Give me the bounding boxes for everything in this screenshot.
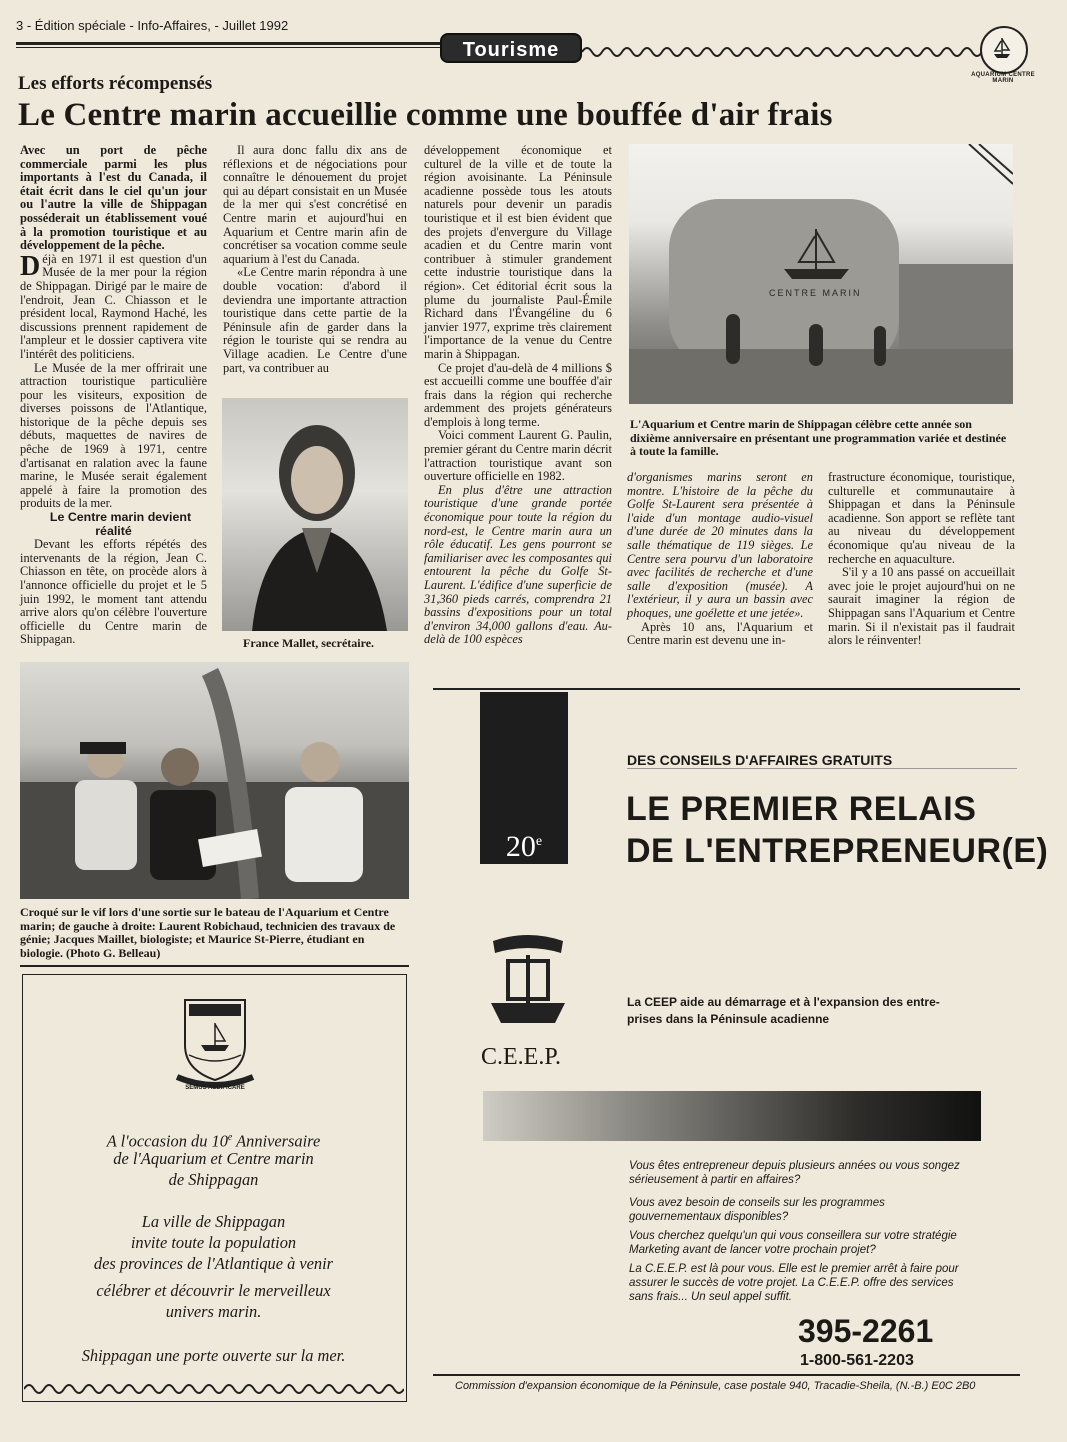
ad-line-4: La ville de Shippagan <box>141 1212 286 1231</box>
ceep-question-1: Vous êtes entrepreneur depuis plusieurs années ou vous songez sérieusement à partir en affaires? <box>629 1160 960 1186</box>
ad-line-5: invite toute la population <box>130 1233 297 1252</box>
aquarium-building-illustration <box>629 144 1013 404</box>
ceep-tollfree: 1-800-561-2203 <box>800 1352 914 1369</box>
ceep-question-3: Vous cherchez quelqu'un qui vous conseillera sur votre stratégie Marketing avant de lancer votre prochain projet? <box>629 1230 957 1256</box>
portrait-caption: France Mallet, secrétaire. <box>243 636 375 650</box>
ad-line-7: célébrer et découvrir le merveilleux <box>96 1281 331 1300</box>
drop-cap: D <box>20 250 41 282</box>
ceep-footer: Commission d'expansion économique de la Péninsule, case postale 940, Tracadie-Sheila, (N.-B.) E0C 2B0 <box>455 1380 976 1392</box>
ad-line-1: A l'occasion du 10 <box>106 1131 228 1151</box>
article-quote: d'organismes marins seront en montre. L'histoire de la pêche du Golfe St-Laurent sera présentée à l'aide d'un montage audio-visuel d'une durée de 20 minutes dans la salle thématique de 119 sièges. Le Centre sera pourvu d'un laboratoire avec facilités de recherche et d'une salle d'exposition (musée). A l'extérieur, il y aura un bassin avec phoques, une goélette et une jetée». <box>627 470 813 620</box>
article-lead: Avec un port de pêche commerciale parmi les plus importants à l'est du Canada, il était écrit dans le ciel qu'un jour ou l'autre la ville de Shippagan posséderait un établissement voué à la promotion touristique et au développement de la pêche. <box>20 143 207 253</box>
section-banner: Tourisme <box>440 33 582 63</box>
building-photo <box>629 144 1013 404</box>
ad-line-1b: Anniversaire <box>232 1131 321 1151</box>
article-kicker: Les efforts récompensés <box>18 73 213 94</box>
article-paragraph: «Le Centre marin répondra à une double vocation: d'abord il deviendra une importante attraction touristique dans cette partie de la Péninsule afin de garder dans la région le touriste qui se rendra au Village acadien. Le Centre d'une part, va contribuer au <box>223 265 407 375</box>
article-column-5 <box>828 471 1015 648</box>
ceep-tagline-rule <box>627 768 1017 769</box>
ceep-answer: La C.E.E.P. est là pour vous. Elle est le premier arrêt à faire pour assurer le succès de votre projet. La C.E.E.P. offre des services sans frais... Un seul appel suffit. <box>629 1263 959 1303</box>
header-rule <box>16 42 441 45</box>
article-paragraph: Après 10 ans, l'Aquarium et Centre marin est devenu une in- <box>627 619 813 648</box>
ad-line-2: de l'Aquarium et Centre marin <box>113 1149 314 1168</box>
ceep-question-2: Vous avez besoin de conseils sur les programmes gouvernementaux disponibles? <box>629 1197 885 1223</box>
article-column-4 <box>627 471 813 648</box>
ship-icon <box>982 28 1022 68</box>
article-paragraph: Devant les efforts répétés des intervenants de la région, Jean C. Chiasson en tête, on procède alors à l'annonce officielle du projet et le 5 juin 1992, le moment tant attendu arrive alors qu'on célèbre l'ouverture officielle du Centre marin de Shippagan. <box>20 537 207 647</box>
ad-line-9: Shippagan une porte ouverte sur la mer. <box>81 1346 346 1365</box>
badge-sup: e <box>535 834 543 849</box>
article-paragraph: Le Musée de la mer offrirait une attraction touristique particulière pour les visiteurs, exposition de diverses poissons de l'Atlantique, historique de la pêche depuis ses débuts, maquettes de navires de pêche de 1969 à 1971, centre d'artisanat en ralation avec la faune marine, le Musée serait également appelé à faire la promotion des produits de la mer. <box>20 360 207 511</box>
building-caption: L'Aquarium et Centre marin de Shippagan célèbre cette année son dixième anniversaire en présentant une programmation variée et destinée à toute la famille. <box>630 417 1007 459</box>
ceep-brand: C.E.E.P. <box>481 1044 562 1070</box>
section-divider <box>20 965 409 967</box>
ceep-tagline: DES CONSEILS D'AFFAIRES GRATUITS <box>627 752 893 768</box>
wavy-rule <box>582 38 982 62</box>
header-rule-thin <box>16 47 441 48</box>
dateline: 3 - Édition spéciale - Info-Affaires, - Juillet 1992 <box>16 18 289 33</box>
article-column-3 <box>424 144 612 647</box>
shippagan-crest-icon <box>175 995 255 1090</box>
article-paragraph: Ce projet d'au-delà de 4 millions $ est accueilli comme une bouffée d'air frais dans la région qui recherche ardemment des projets générateurs d'emplois à long terme. <box>424 360 612 429</box>
ceep-gradient-bar <box>483 1091 981 1141</box>
ad-line-sup: e <box>227 1132 233 1143</box>
people-on-boat-illustration <box>20 662 409 899</box>
article-paragraph: éjà en 1971 il est question d'un Musée de la mer pour la région de Shippagan. Dirigé par le maire de l'endroit, Jean C. Chiasson et le président local, Raymond Haché, les discussions prennent rapidement de l'ampleur et le dossier captivera vite l'intérêt des politiciens. <box>20 251 207 361</box>
crest-motto: SEMUS AEDIFICARE <box>185 1085 245 1091</box>
ceep-footer-rule <box>433 1374 1020 1376</box>
building-sign: CENTRE MARIN <box>769 288 862 298</box>
woman-silhouette-icon <box>222 398 408 631</box>
aquarium-logo-text: AQUARIUM CENTRE MARIN <box>971 72 1035 84</box>
ceep-title-1: LE PREMIER RELAIS <box>626 790 977 828</box>
section-divider <box>433 688 1020 690</box>
boat-caption: Croqué sur le vif lors d'une sortie sur le bateau de l'Aquarium et Centre marin; de gauche à droite: Laurent Robichaud, technicien des travaux de génie; Jacques Maillet, biologiste; et Maurice St-Pierre, étudiant en biologie. (Photo G. Belleau) <box>20 905 396 960</box>
ceep-title-2: DE L'ENTREPRENEUR(E) <box>626 832 1049 870</box>
ceep-ship-logo-icon <box>483 933 573 1033</box>
aquarium-logo <box>980 26 1028 74</box>
article-paragraph: Il aura donc fallu dix ans de réflexions et de négociations pour connaître le dénouement du projet qui au départ consistait en un Musée de la mer qui s'est concrétisé en Centre marin et aujourd'hui en Aquarium et Centre marin afin de concrétiser sa vocation comme seule aquarium à l'est du Canada. <box>223 143 407 266</box>
ceep-phone: 395-2261 <box>798 1313 934 1349</box>
article-paragraph: Voici comment Laurent G. Paulin, premier gérant du Centre marin décrit l'attraction touristique avant son ouverture officielle en 1982. <box>424 428 612 484</box>
article-paragraph: S'il y a 10 ans passé on accueillait avec joie le projet aujourd'hui on ne saurait imaginer la région de Shippagan sans l'Aquarium et Centre marin. Si il n'existait pas il faudrait alors le réinventer! <box>828 565 1015 648</box>
boat-photo <box>20 662 409 899</box>
article-column-1 <box>20 144 207 647</box>
article-headline: Le Centre marin accueillie comme une bouffée d'air frais <box>18 97 833 133</box>
article-quote: En plus d'être une attraction touristique d'une grande portée économique pour toute la région du nord-est, le Centre marin aura un rôle éducatif. Les gens pourront se familiariser avec les composantes qui entourent la pêche du Golfe St-Laurent. L'édifice d'une superficie de 31,360 pieds carrés, comprendra 21 bassins d'expositions pour un total d'environ 34,000 gallons d'eau. Au-delà de 100 espèces <box>424 482 612 647</box>
ceep-intro-1: La CEEP aide au démarrage et à l'expansion des entre- <box>627 995 940 1009</box>
ad-line-6: des provinces de l'Atlantique à venir <box>93 1254 334 1273</box>
ad-line-3: de Shippagan <box>168 1170 259 1189</box>
ceep-intro-2: prises dans la Péninsule acadienne <box>627 1012 830 1026</box>
article-subhead: Le Centre marin devient réalité <box>49 510 192 538</box>
article-paragraph: frastructure économique, touristique, culturelle et communautaire à Shippagan et dans la Péninsule acadienne. Son apport se reflète tant au niveau du développement économique qu'au niveau de la recherche en aquaculture. <box>828 470 1015 566</box>
article-column-2 <box>223 144 407 375</box>
article-paragraph: développement économique et culturel de la ville et de toute la région avoisinante. La Péninsule acadienne possède tous les atouts naturels pour devenir un paradis touristique et il est bien évident que des projets d'envergure du Village acadien et du Centre marin vont contribuer à stimuler grandement cette industrie touristique dans la région». Cet éditorial écrit sous la plume du journaliste Paul-Émile Richard dans l'Évangéline du 6 janvier 1977, exprime très clairement l'importance de la venue du Centre marin à Shippagan. <box>424 143 612 361</box>
portrait-photo <box>222 398 408 631</box>
wavy-border-icon <box>24 1380 404 1398</box>
badge-number: 20 <box>505 830 536 863</box>
ad-line-8: univers marin. <box>165 1302 262 1321</box>
ceep-anniversary-badge <box>480 822 568 862</box>
